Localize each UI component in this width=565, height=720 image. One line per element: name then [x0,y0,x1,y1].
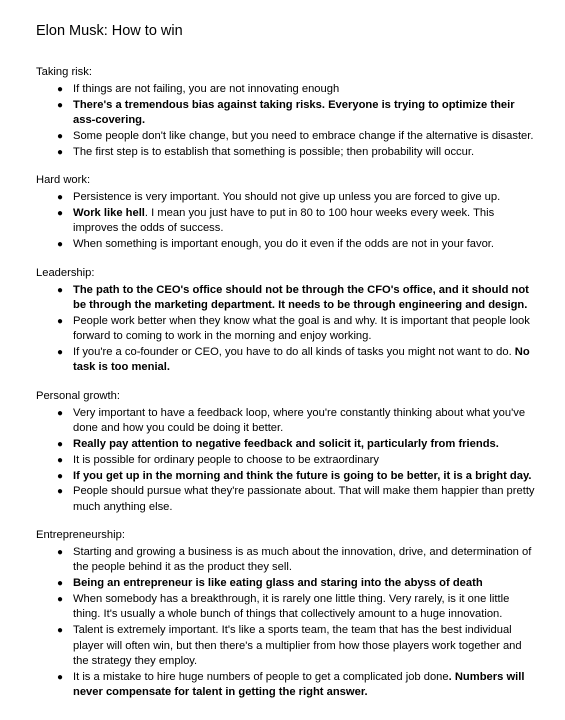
bullet-list [36,283,537,376]
list-item [36,484,537,515]
list-item [36,82,537,97]
bold-text: The path to the CEO's office should not be through the CFO's office, and it should not be through the marketing department. It needs to be through engineering and design. [73,283,529,311]
list-item [36,145,537,160]
bold-text: Being an entrepreneur is like eating glass and staring into the abyss of death [73,577,483,590]
bold-text: Work like hell [73,207,145,220]
bullet-list [36,545,537,700]
bullet-list [36,190,537,252]
bullet-icon: ● [57,578,64,590]
item-text: People should pursue what they're passionate about. That will make them happier than pretty much anything else. [73,485,535,513]
item-text: It is possible for ordinary people to choose to be extraordinary [73,453,379,466]
item-text: . I mean you just have to put in 80 to 100 hour weeks every week. This improves the odds of success. [73,207,495,235]
list-item [36,469,537,484]
list-item [36,98,537,129]
bold-text: No task is too menial. [73,346,530,374]
bullet-icon: ● [57,486,64,498]
section-title: Leadership: [36,266,95,279]
bullet-icon: ● [57,146,64,158]
bullet-icon: ● [57,239,64,251]
bullet-icon: ● [57,594,64,606]
item-text: Some people don't like change, but you need to embrace change if the alternative is disaster. [73,130,534,143]
item-text: Persistence is very important. You should not give up unless you are forced to give up. [73,191,501,204]
list-item [36,545,537,576]
section-title: Taking risk: [36,66,92,78]
sections-container [36,65,537,700]
section [36,173,537,252]
item-text: When somebody has a breakthrough, it is rarely one little thing. Very rarely, is it one little thing. It's usually a whole bunch of things that collectively amount to a huge innovation. [73,593,510,621]
list-item [36,314,537,345]
list-item [36,190,537,205]
bullet-icon: ● [57,470,64,482]
bullet-icon: ● [57,347,64,359]
list-item [36,576,537,591]
list-item [36,437,537,452]
list-item [36,206,537,237]
bold-text: There's a tremendous bias against taking risks. Everyone is trying to optimize their ass-covering. [73,98,515,127]
item-text: It is a mistake to hire huge numbers of people to get a complicated job done [73,670,449,683]
list-item [36,345,537,376]
bullet-icon: ● [57,208,64,220]
bullet-icon: ● [57,99,64,111]
item-text: Very important to have a feedback loop, where you're constantly thinking about what you've done and how you could be doing it better. [73,406,526,434]
bullet-icon: ● [57,407,64,419]
item-text: Talent is extremely important. It's like a sports team, the team that has the best individual player will often win, but then there's a multiplier from how those players work together and the strategy they employ. [73,624,522,667]
list-item [36,592,537,623]
list-item [36,129,537,144]
list-item [36,453,537,468]
item-text: The first step is to establish that something is possible; then probability will occur. [73,145,475,158]
bold-text: Really pay attention to negative feedback and solicit it, particularly from friends. [73,437,499,450]
section-title: Entrepreneurship: [36,529,125,542]
bullet-icon: ● [57,547,64,559]
bullet-icon: ● [57,315,64,327]
document-title: Elon Musk: How to win [36,23,183,39]
list-item [36,406,537,437]
bullet-list [36,82,537,160]
bold-text: If you get up in the morning and think the future is going to be better, it is a bright day. [73,469,532,482]
section-title: Hard work: [36,174,91,187]
section [36,266,537,376]
list-item [36,670,537,701]
list-item [36,237,537,252]
bullet-icon: ● [57,131,64,143]
bullet-icon: ● [57,284,64,296]
section-title: Personal growth: [36,389,120,402]
item-text: People work better when they know what the goal is and why. It is important that people look forward to coming to work in the morning and enjoy working. [73,314,530,343]
bullet-list [36,406,537,515]
list-item [36,283,537,314]
list-item [36,623,537,669]
item-text: If you're a co-founder or CEO, you have to do all kinds of tasks you might not want to do. [73,346,515,359]
section [36,528,537,700]
section [36,65,537,160]
bullet-icon: ● [57,625,64,637]
item-text: Starting and growing a business is as much about the innovation, drive, and determination of the people behind it as the product they sell. [73,546,532,574]
bullet-icon: ● [57,192,64,204]
item-text: If things are not failing, you are not innovating enough [73,83,340,95]
bullet-icon: ● [57,438,64,450]
bold-text: . Numbers will never compensate for talent in getting the right answer. [73,670,525,699]
section [36,389,537,515]
bullet-icon: ● [57,84,64,95]
bullet-icon: ● [57,671,64,683]
item-text: When something is important enough, you do it even if the odds are not in your favor. [73,238,495,251]
bullet-icon: ● [57,454,64,466]
